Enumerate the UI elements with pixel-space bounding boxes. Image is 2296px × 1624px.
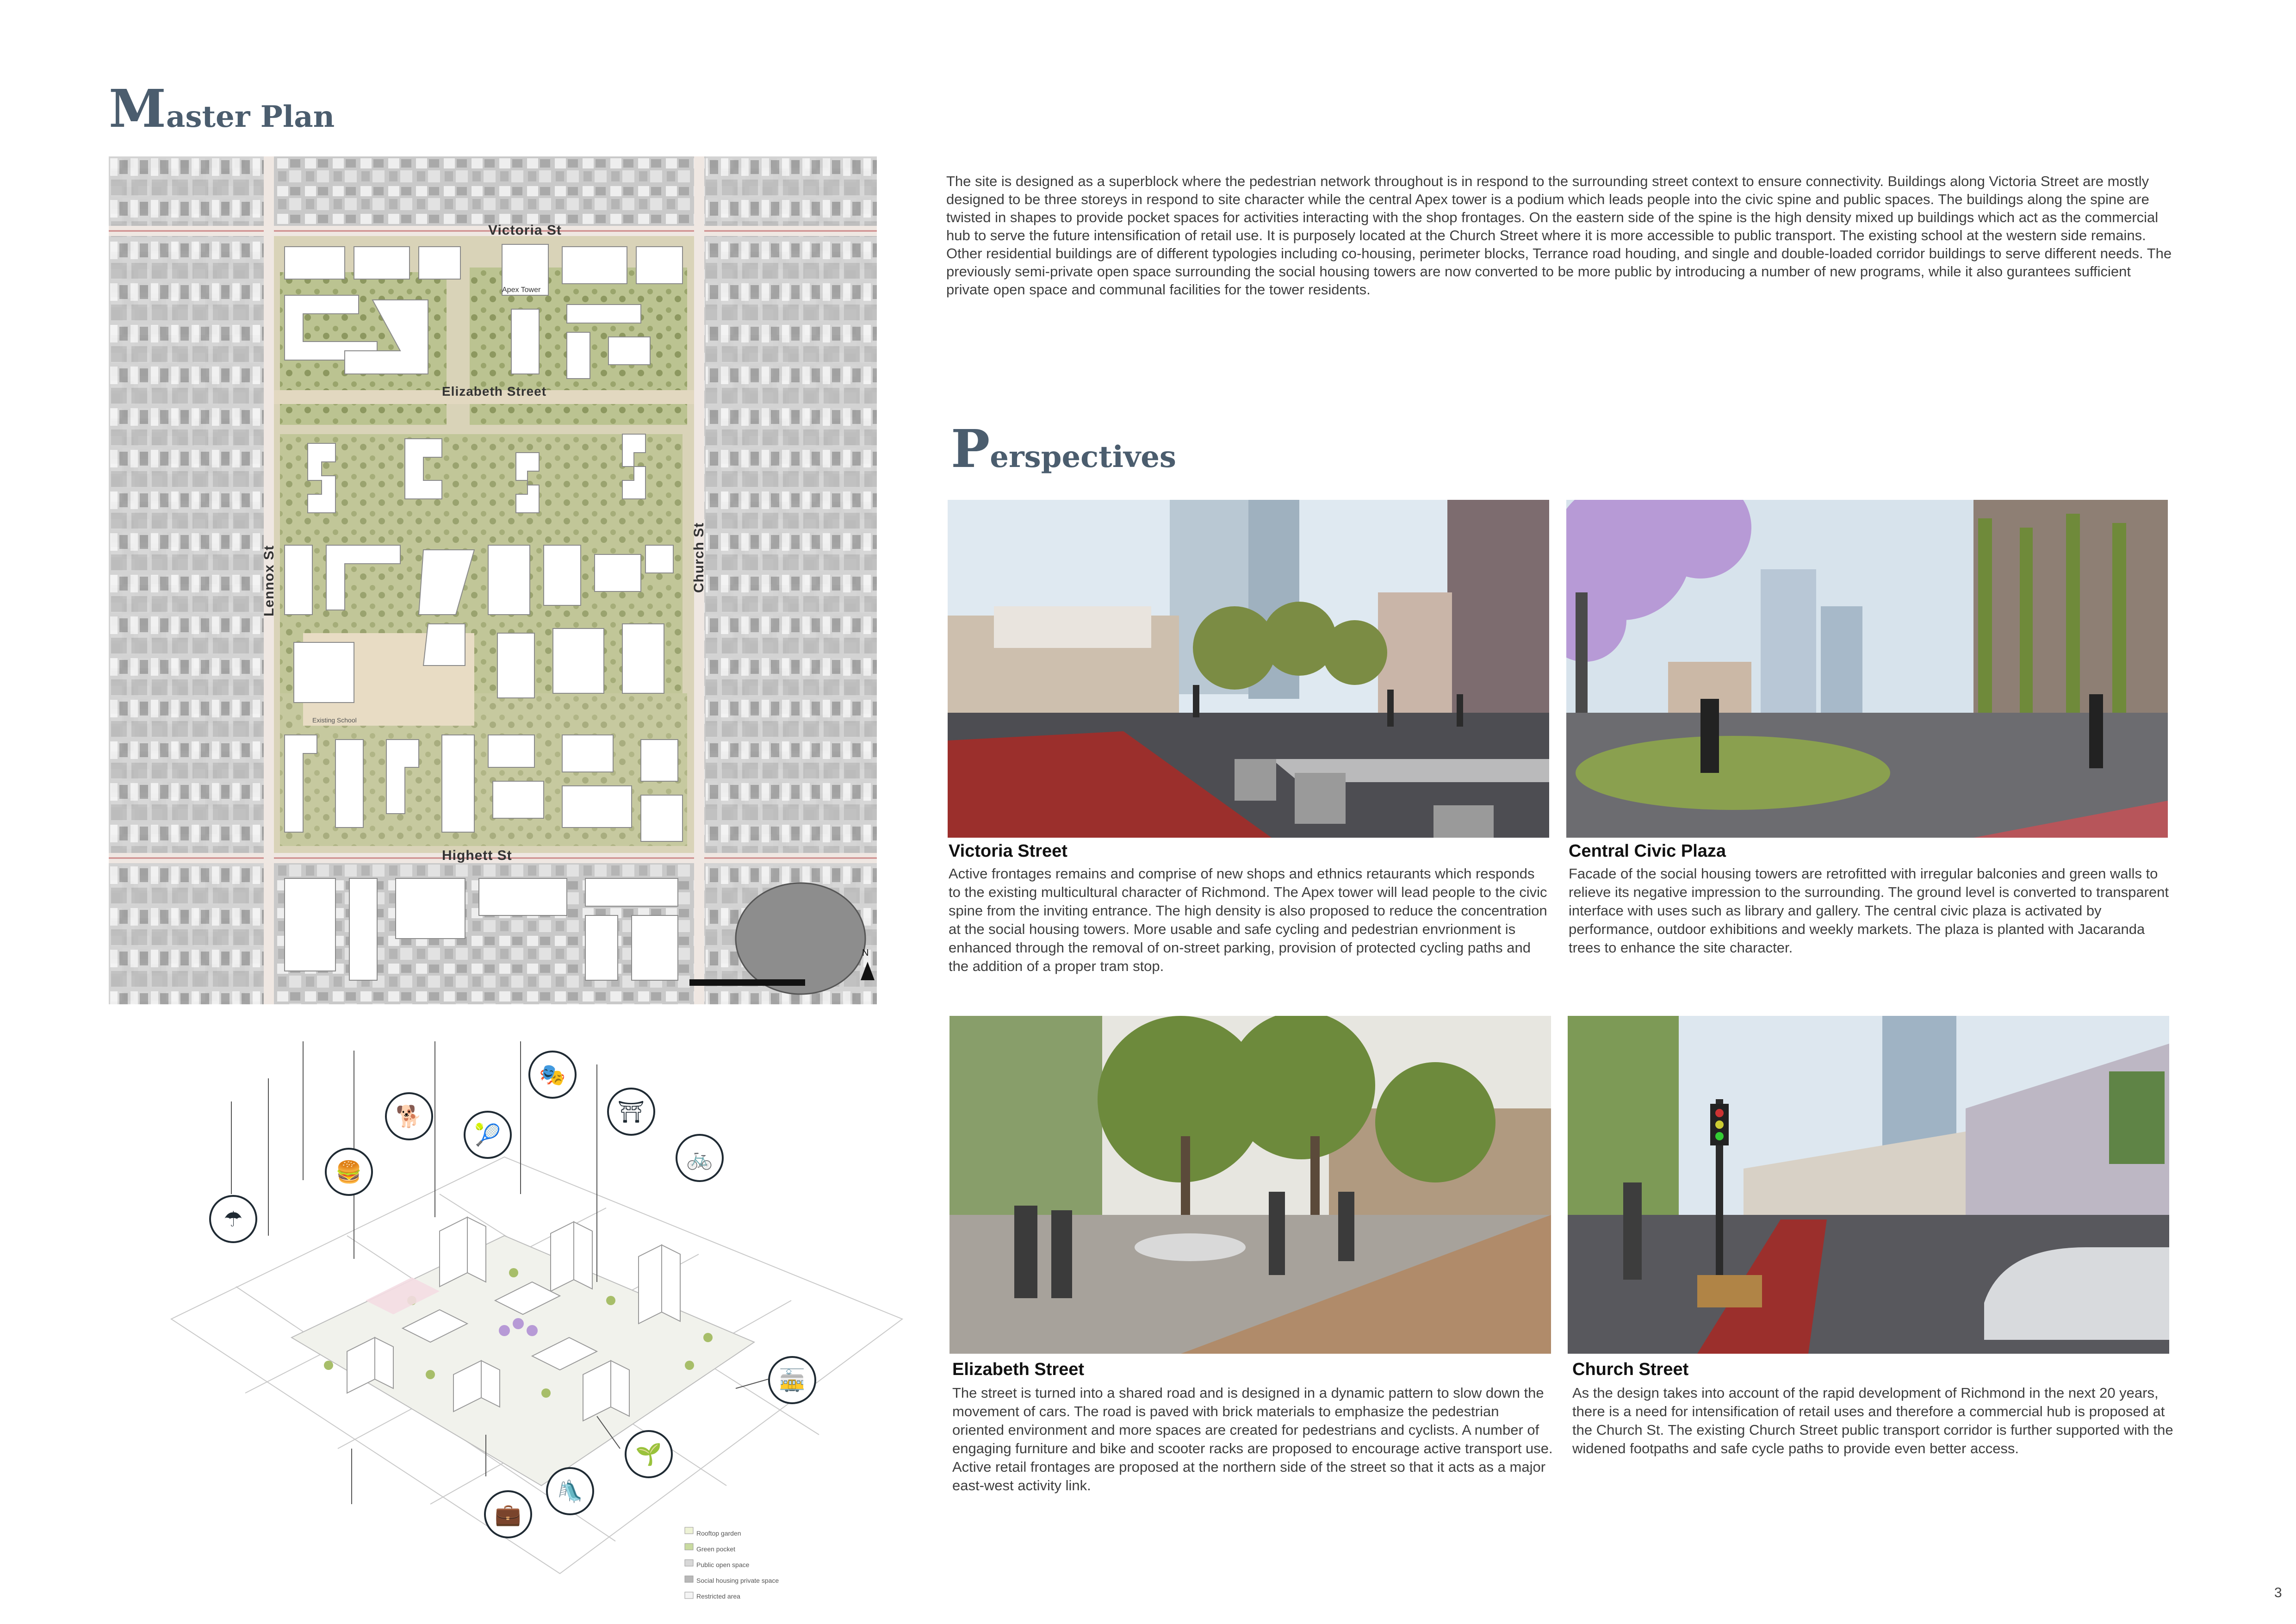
elizabeth-street-text: The street is turned into a shared road and is designed in a dynamic pattern to slow down the movement of cars. The road is paved with brick materials to emphasize the pedestrian oriented environment and more spaces are created for pedestrians and cyclists. A number of engaging furniture and bike and scooter racks are proposed to encourage active transport use. Active retail frontages are proposed at the northern side of the street so that it acts as a major east-west activity link. <box>952 1385 1553 1493</box>
legend-item <box>696 1525 779 1541</box>
master-plan-heading <box>109 79 335 139</box>
central-civic-plaza-render <box>1566 500 2168 838</box>
page-number: 3 <box>2274 1585 2282 1600</box>
apex-tower-label: Apex Tower <box>502 286 541 294</box>
playground-icon: 🛝 <box>546 1467 594 1515</box>
tram-icon: 🚋 <box>768 1356 816 1404</box>
victoria-street-label: Victoria St <box>488 223 562 238</box>
elizabeth-street-label: Elizabeth Street <box>442 384 547 398</box>
victoria-street-title: Victoria Street <box>949 841 1067 861</box>
elizabeth-street-title: Elizabeth Street <box>952 1360 1085 1379</box>
fast-food-icon: 🍔 <box>325 1148 373 1196</box>
legend-item <box>696 1573 779 1588</box>
victoria-street-render <box>948 500 1549 838</box>
tennis-icon: 🎾 <box>464 1111 512 1159</box>
legend-label: Restricted area <box>696 1593 740 1600</box>
legend-label: Rooftop garden <box>696 1530 741 1537</box>
church-street-label: Church St <box>691 522 707 593</box>
legend-item <box>696 1557 779 1573</box>
master-plan-map <box>109 156 877 1004</box>
legend-label: Social housing private space <box>696 1577 779 1584</box>
victoria-street-text: Active frontages remains and comprise of new shops and ethnics retaurants which responds to the existing multicultural character of Richmond. The Apex tower will lead people to the civic spine from the inviting entrance. The high density is also proposed to reduce the concentration at the social housing towers. More usable and safe cycling and pedestrian envrionment is enhanced through the removal of on-street parking, provision of protected cycling paths and the addition of a proper tram stop. <box>949 865 1547 974</box>
master-plan-heading-text: aster Plan <box>166 100 335 134</box>
axonometric-diagram <box>153 1041 930 1611</box>
site-description: The site is designed as a superblock where the pedestrian network throughout is in respond to the surrounding street context to ensure connectivity. Buildings along Victoria Street are mostly designed to be three storeys in respond to site character while the central Apex tower is a podium which leads people into the civic spine and public spaces. The buildings along the spine are twisted in shapes to provide pocket spaces for activities interacting with the shop frontages. On the eastern side of the spine is the high density mixed up buildings which act as the commercial hub to serve the future intensification of retail use. It is purposely located at the Church Street where it is more accessible to public transport. The existing school at the western side remains. Other residential buildings are of different typologies including co-housing, perimeter blocks, Terrance road houding, and single and double-loaded corridor buildings to serve different needs. The previously semi-private open space surrounding the social housing towers are now converted to be more public by introducing a number of new programs, while it also gurantees sufficient private open space and communal facilities for the tower residents. <box>946 173 2172 298</box>
legend <box>696 1525 779 1604</box>
church-street-render <box>1568 1016 2169 1354</box>
church-street-title: Church Street <box>1572 1360 1689 1379</box>
briefcase-icon: 💼 <box>484 1490 532 1538</box>
axonometric-drawing <box>153 1041 930 1611</box>
master-plan-drawing <box>109 156 877 1004</box>
theatre-masks-icon: 🎭 <box>528 1051 577 1099</box>
master-plan-heading-initial: M <box>109 79 166 139</box>
perspectives-heading <box>951 419 1176 479</box>
legend-label: Green pocket <box>696 1545 736 1553</box>
legend-label: Public open space <box>696 1561 750 1568</box>
legend-item <box>696 1541 779 1557</box>
north-label: N <box>862 948 869 958</box>
highett-street-label: Highett St <box>442 848 512 863</box>
lennox-street-label: Lennox St <box>261 545 277 617</box>
cycling-icon: 🚲 <box>676 1134 724 1182</box>
central-civic-plaza-text: Facade of the social housing towers are retrofitted with irregular balconies and green walls to relieve its negative impression to the surrounding. The ground level is converted to transparent interface with uses such as library and gallery. The central civic plaza is activated by performance, outdoor exhibitions and weekly markets. The plaza is planted with Jacaranda trees to enhance the site character. <box>1569 865 2169 956</box>
perspectives-heading-initial: P <box>951 419 990 479</box>
pavilion-icon: ⛩ <box>607 1088 655 1136</box>
legend-item <box>696 1588 779 1604</box>
dog-park-icon: 🐕 <box>385 1092 433 1140</box>
perspectives-heading-text: erspectives <box>990 440 1176 474</box>
beach-umbrella-icon: ☂ <box>209 1195 257 1243</box>
existing-school-label: Existing School <box>312 716 357 724</box>
church-street-text: As the design takes into account of the rapid development of Richmond in the next 20 years, there is a need for intensification of retail uses and therefore a commercial hub is proposed at the Church St. The existing Church Street public transport corridor is further supported with the widened footpaths and safe cycle paths to provide even better access. <box>1572 1385 2173 1456</box>
central-civic-plaza-title: Central Civic Plaza <box>1569 841 1726 861</box>
seedling-icon: 🌱 <box>625 1430 673 1478</box>
elizabeth-street-render <box>949 1016 1551 1354</box>
